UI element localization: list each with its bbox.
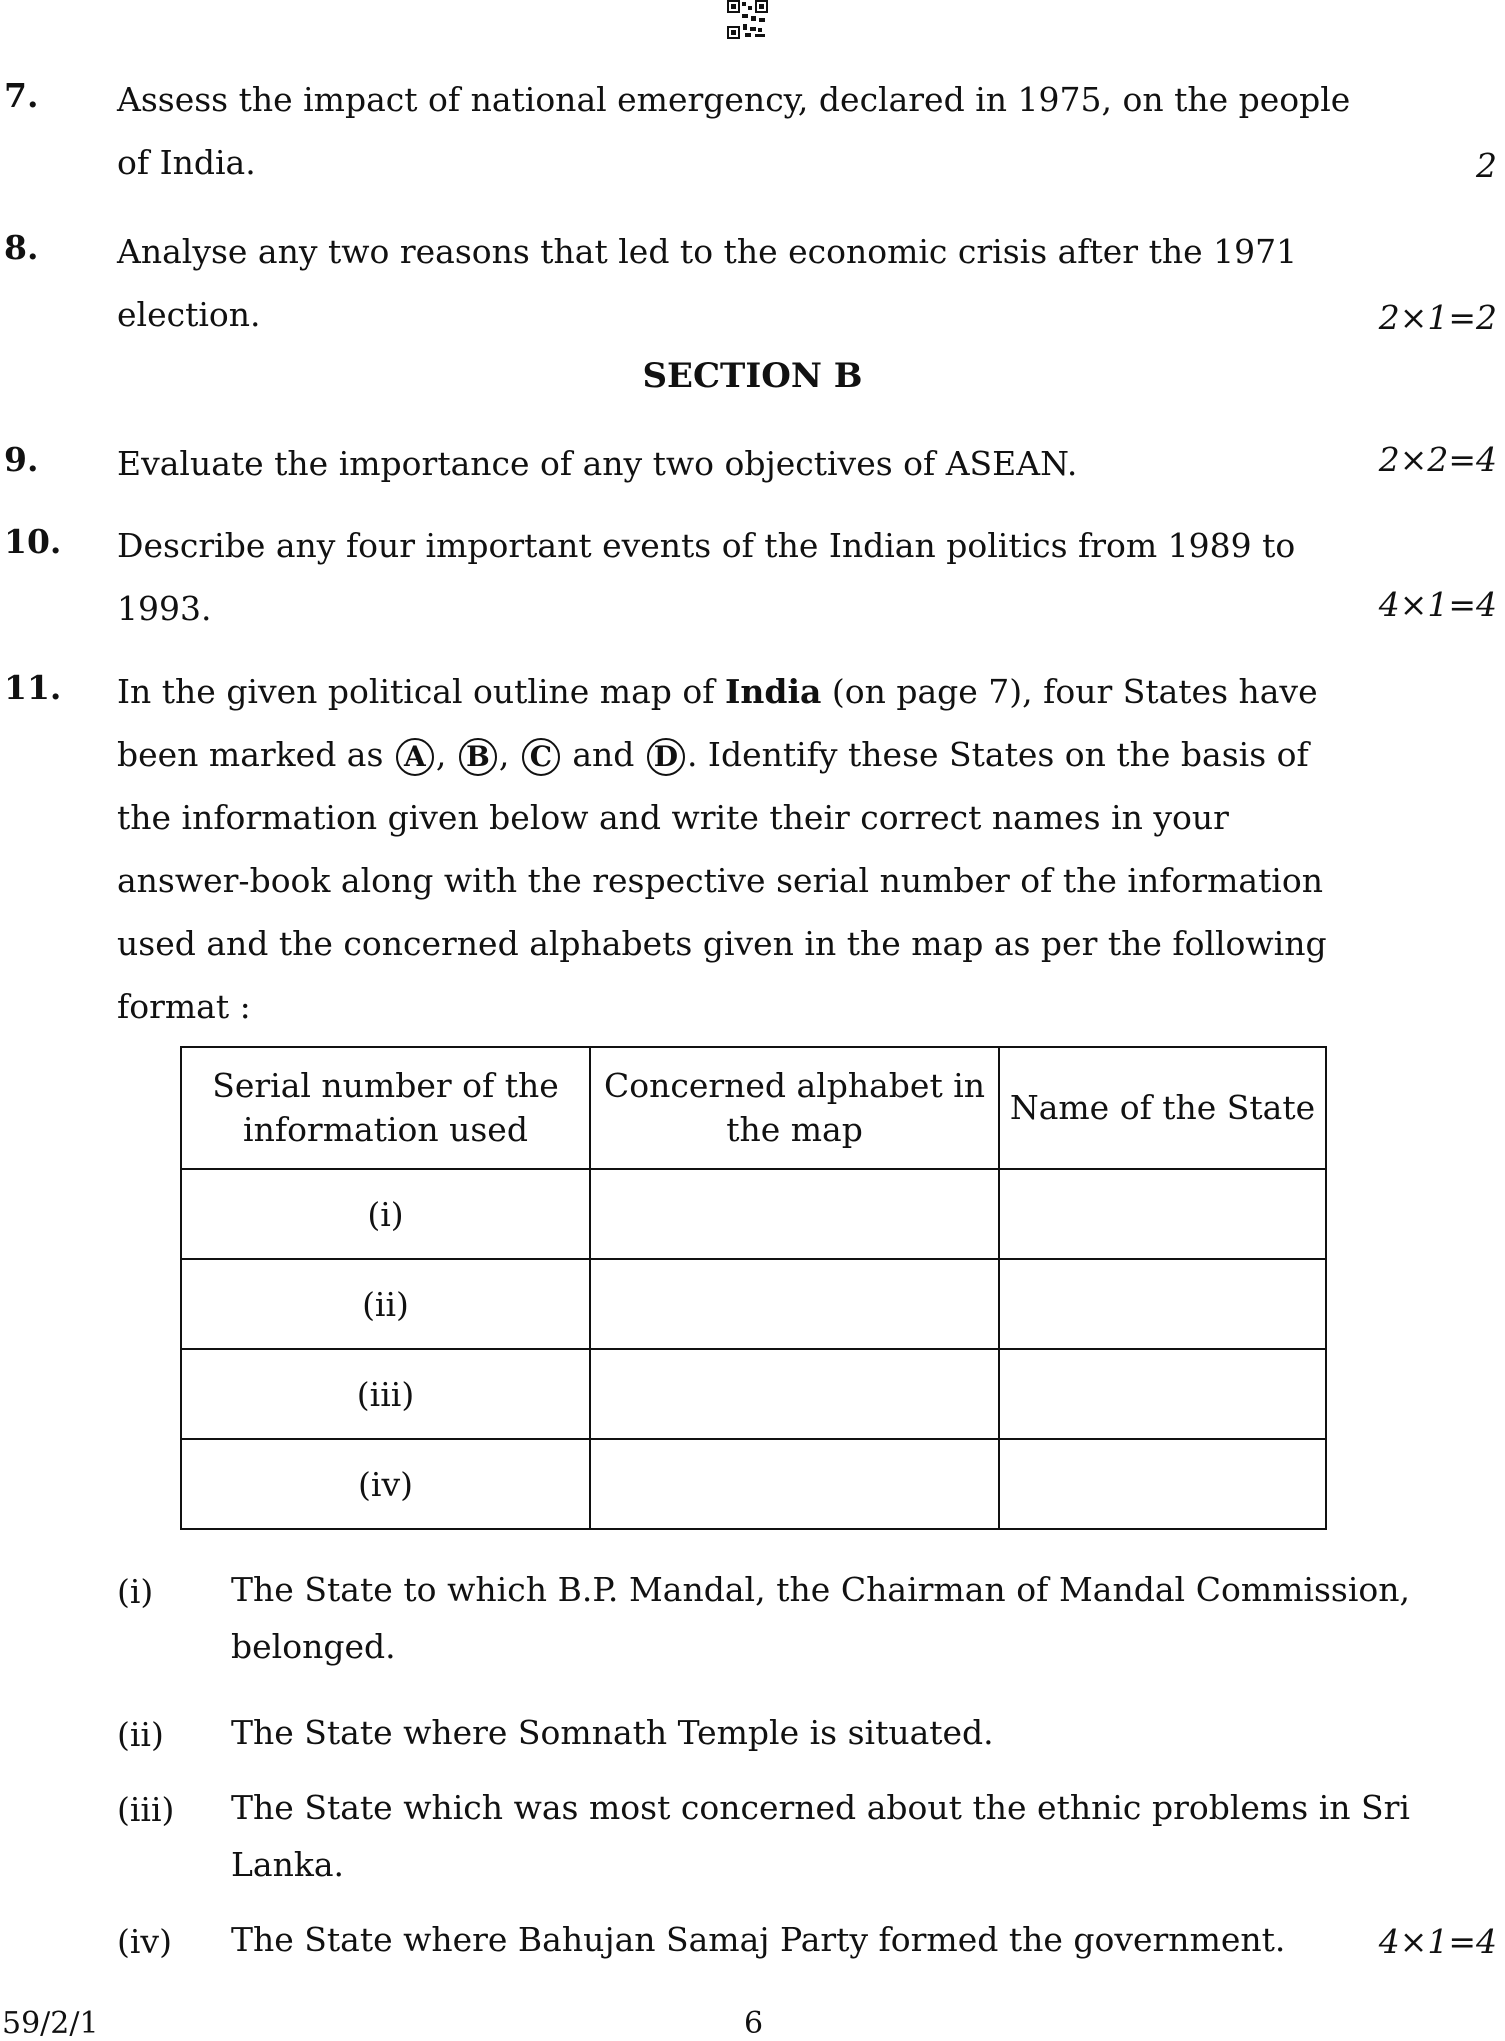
question-number: 10. [4,522,62,561]
page-number: 6 [744,2006,764,2041]
table-row [181,1169,1326,1259]
text-run: In the given political outline map of [117,672,725,711]
question-line: answer-book along with the respective serial number of the information [117,861,1323,900]
marks: 4×1=4 [1378,585,1497,624]
question-number: 11. [4,668,62,707]
question-number: 8. [4,228,39,267]
info-text: The State to which B.P. Mandal, the Chairman of Mandal Commission, belonged. [231,1570,1410,1666]
state-cell [999,1259,1326,1349]
bold-country-name: India [724,672,822,711]
question-line: of India. [117,143,256,182]
serial-cell: (ii) [181,1259,590,1349]
question-line [117,660,1410,723]
table-row [181,1439,1326,1529]
question-line: Assess the impact of national emergency, declared in 1975, on the people [117,80,1351,119]
serial-cell: (iii) [181,1349,590,1439]
text-run: (on page 7), four States have [821,672,1318,711]
header-state-name: Name of the State [999,1047,1326,1169]
question-text [117,220,1410,346]
question-number: 9. [4,440,39,479]
question-text [117,660,1410,1038]
alphabet-cell [590,1259,999,1349]
marks: 4×1=4 [1378,1922,1497,1961]
question-line: Evaluate the importance of any two objectives of ASEAN. [117,444,1078,483]
circled-letter-a: A [396,738,434,776]
info-label: (i) [117,1572,154,1611]
paper-code: 59/2/1 [2,2006,99,2041]
text-run: . Identify these States on the basis of [686,735,1309,774]
question-line: used and the concerned alphabets given in the map as per the following [117,924,1327,963]
qr-code-icon [727,0,769,40]
text-run: been marked as [117,735,394,774]
table-header-row [181,1047,1326,1169]
info-text: The State where Bahujan Samaj Party formed the government. [231,1920,1286,1959]
serial-cell: (i) [181,1169,590,1259]
header-concerned-alphabet: Concerned alphabet in the map [590,1047,999,1169]
marks: 2×1=2 [1378,298,1497,337]
question-text [117,514,1410,640]
circled-letter-b: B [459,738,497,776]
question-line: Describe any four important events of the Indian politics from 1989 to [117,526,1296,565]
question-line: 1993. [117,589,212,628]
header-serial-number: Serial number of the information used [181,1047,590,1169]
info-label: (iv) [117,1922,172,1961]
alphabet-cell [590,1439,999,1529]
marks: 2×2=4 [1378,440,1497,479]
table-row [181,1259,1326,1349]
marks: 2 [1476,146,1497,185]
info-label: (iii) [117,1790,175,1829]
alphabet-cell [590,1349,999,1439]
state-cell [999,1439,1326,1529]
state-cell [999,1349,1326,1439]
table-row [181,1349,1326,1439]
question-line: been marked as A , B , C and D . Identify these States on the basis of [117,735,1309,774]
alphabet-cell [590,1169,999,1259]
state-cell [999,1169,1326,1259]
info-text: The State where Somnath Temple is situated. [231,1713,994,1752]
question-line: election. [117,295,261,334]
info-text: The State which was most concerned about the ethnic problems in Sri Lanka. [231,1788,1410,1884]
question-text [117,432,1410,495]
question-text [117,68,1410,194]
question-number: 7. [4,76,39,115]
section-heading: SECTION B [642,356,863,396]
circled-letter-c: C [522,738,560,776]
question-line: format : [117,987,251,1026]
answer-format-table [180,1046,1327,1530]
serial-cell: (iv) [181,1439,590,1529]
text-run: and [561,735,645,774]
question-line: Analyse any two reasons that led to the economic crisis after the 1971 [117,232,1298,271]
question-line: the information given below and write their correct names in your [117,798,1229,837]
circled-letter-d: D [647,738,685,776]
info-label: (ii) [117,1715,164,1754]
